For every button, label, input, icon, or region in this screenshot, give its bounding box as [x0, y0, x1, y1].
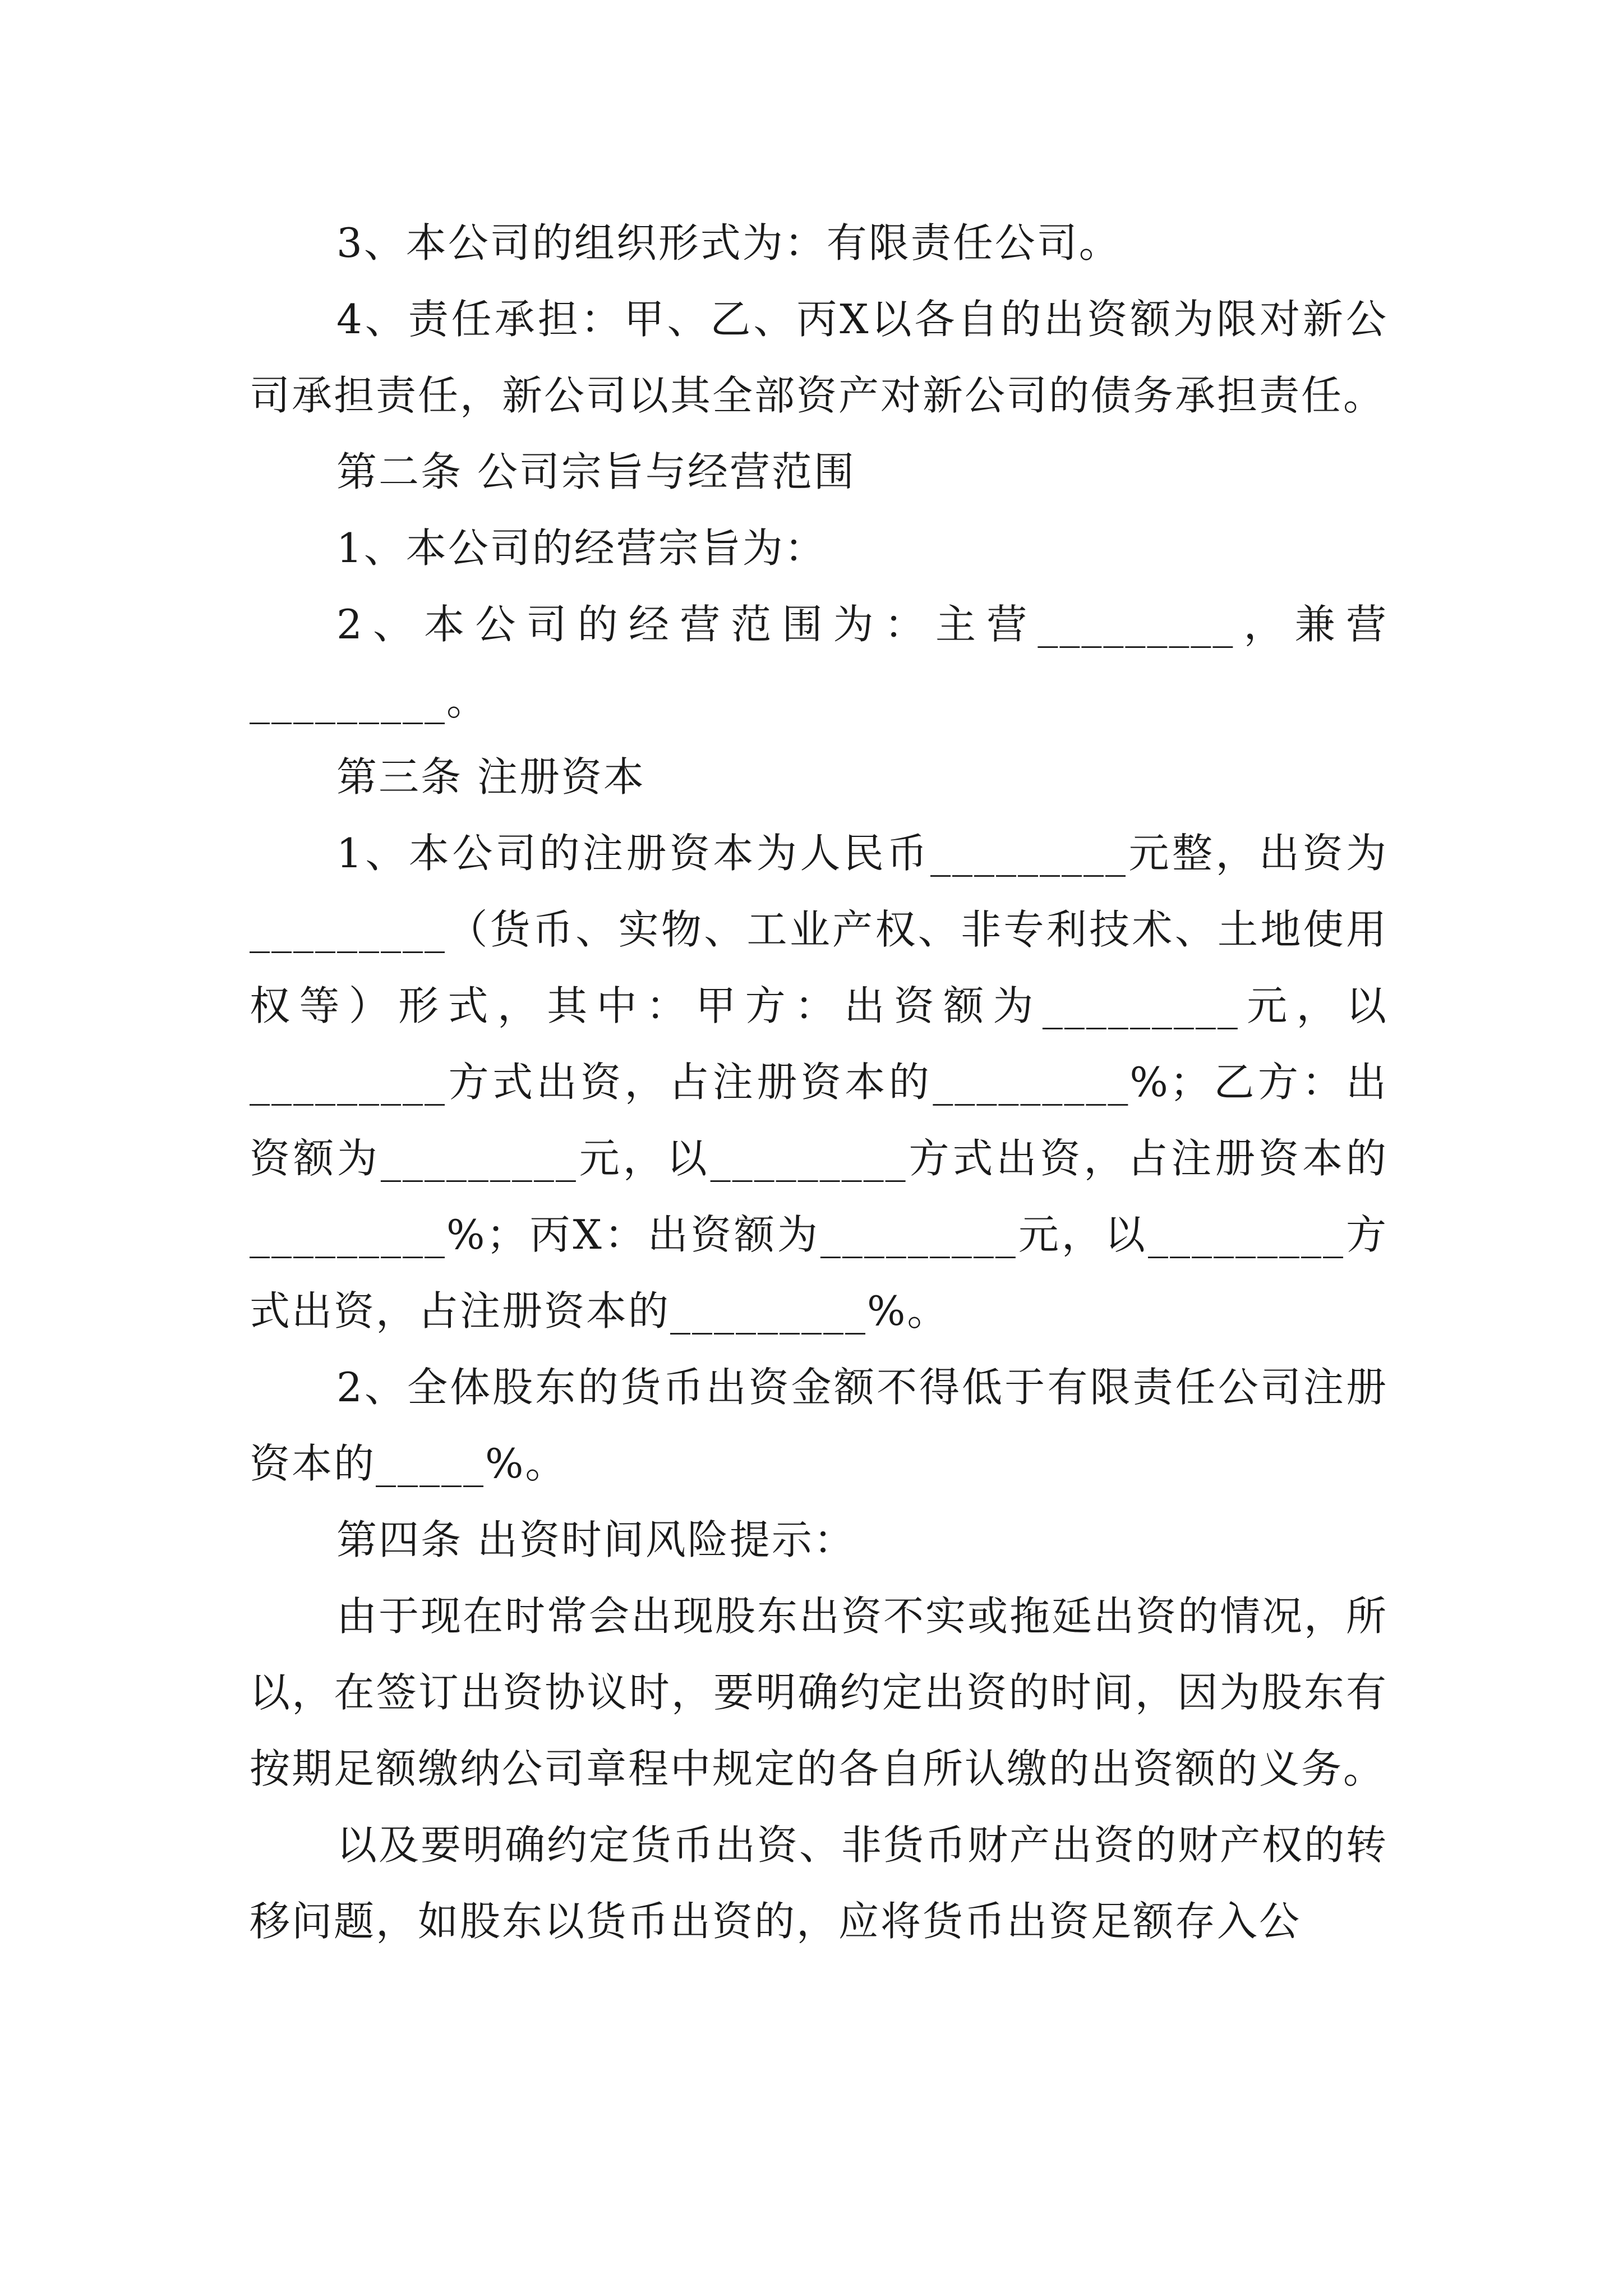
article-2-item-1: 1、本公司的经营宗旨为： — [336, 524, 827, 572]
clause-3-organization-form: 3、本公司的组织形式为：有限责任公司。 — [336, 219, 1121, 266]
article-2-item-2: 2、本公司的经营范围为：主营_________，兼营_________。 — [250, 601, 1388, 724]
article-3-item-2: 2、全体股东的货币出资金额不得低于有限责任公司注册资本的_____%。 — [250, 1364, 1388, 1487]
article-3-heading: 第三条 注册资本 — [336, 753, 645, 800]
article-4-paragraph-2: 以及要明确约定货币出资、非货币财产出资的财产权的转移问题，如股东以货币出资的，应将货币出资足额存入公 — [250, 1821, 1389, 1945]
article-4-heading: 第四条 出资时间风险提示： — [336, 1516, 856, 1563]
article-3-item-1: 1、本公司的注册资本为人民币_________元整，出资为_________（货币、实物、工业产权、非专利技术、土地使用权等）形式，其中：甲方：出资额为_________元，以_________方式出资，占注册资本的_________%；乙方：出资额为_________元，以_________方式出资，占注册资本的_________%；丙X：出资额为_________元，以_________方式出资，占注册资本的_________%。 — [250, 830, 1388, 1335]
article-2-heading: 第二条 公司宗旨与经营范围 — [336, 448, 856, 495]
clause-4-liability: 4、责任承担：甲、乙、丙X以各自的出资额为限对新公司承担责任，新公司以其全部资产对新公司的债务承担责任。 — [250, 296, 1388, 419]
article-4-paragraph-1: 由于现在时常会出现股东出资不实或拖延出资的情况，所以，在签订出资协议时，要明确约定出资的时间，因为股东有按期足额缴纳公司章程中规定的各自所认缴的出资额的义务。 — [250, 1593, 1389, 1792]
document-page — [250, 205, 1388, 1959]
